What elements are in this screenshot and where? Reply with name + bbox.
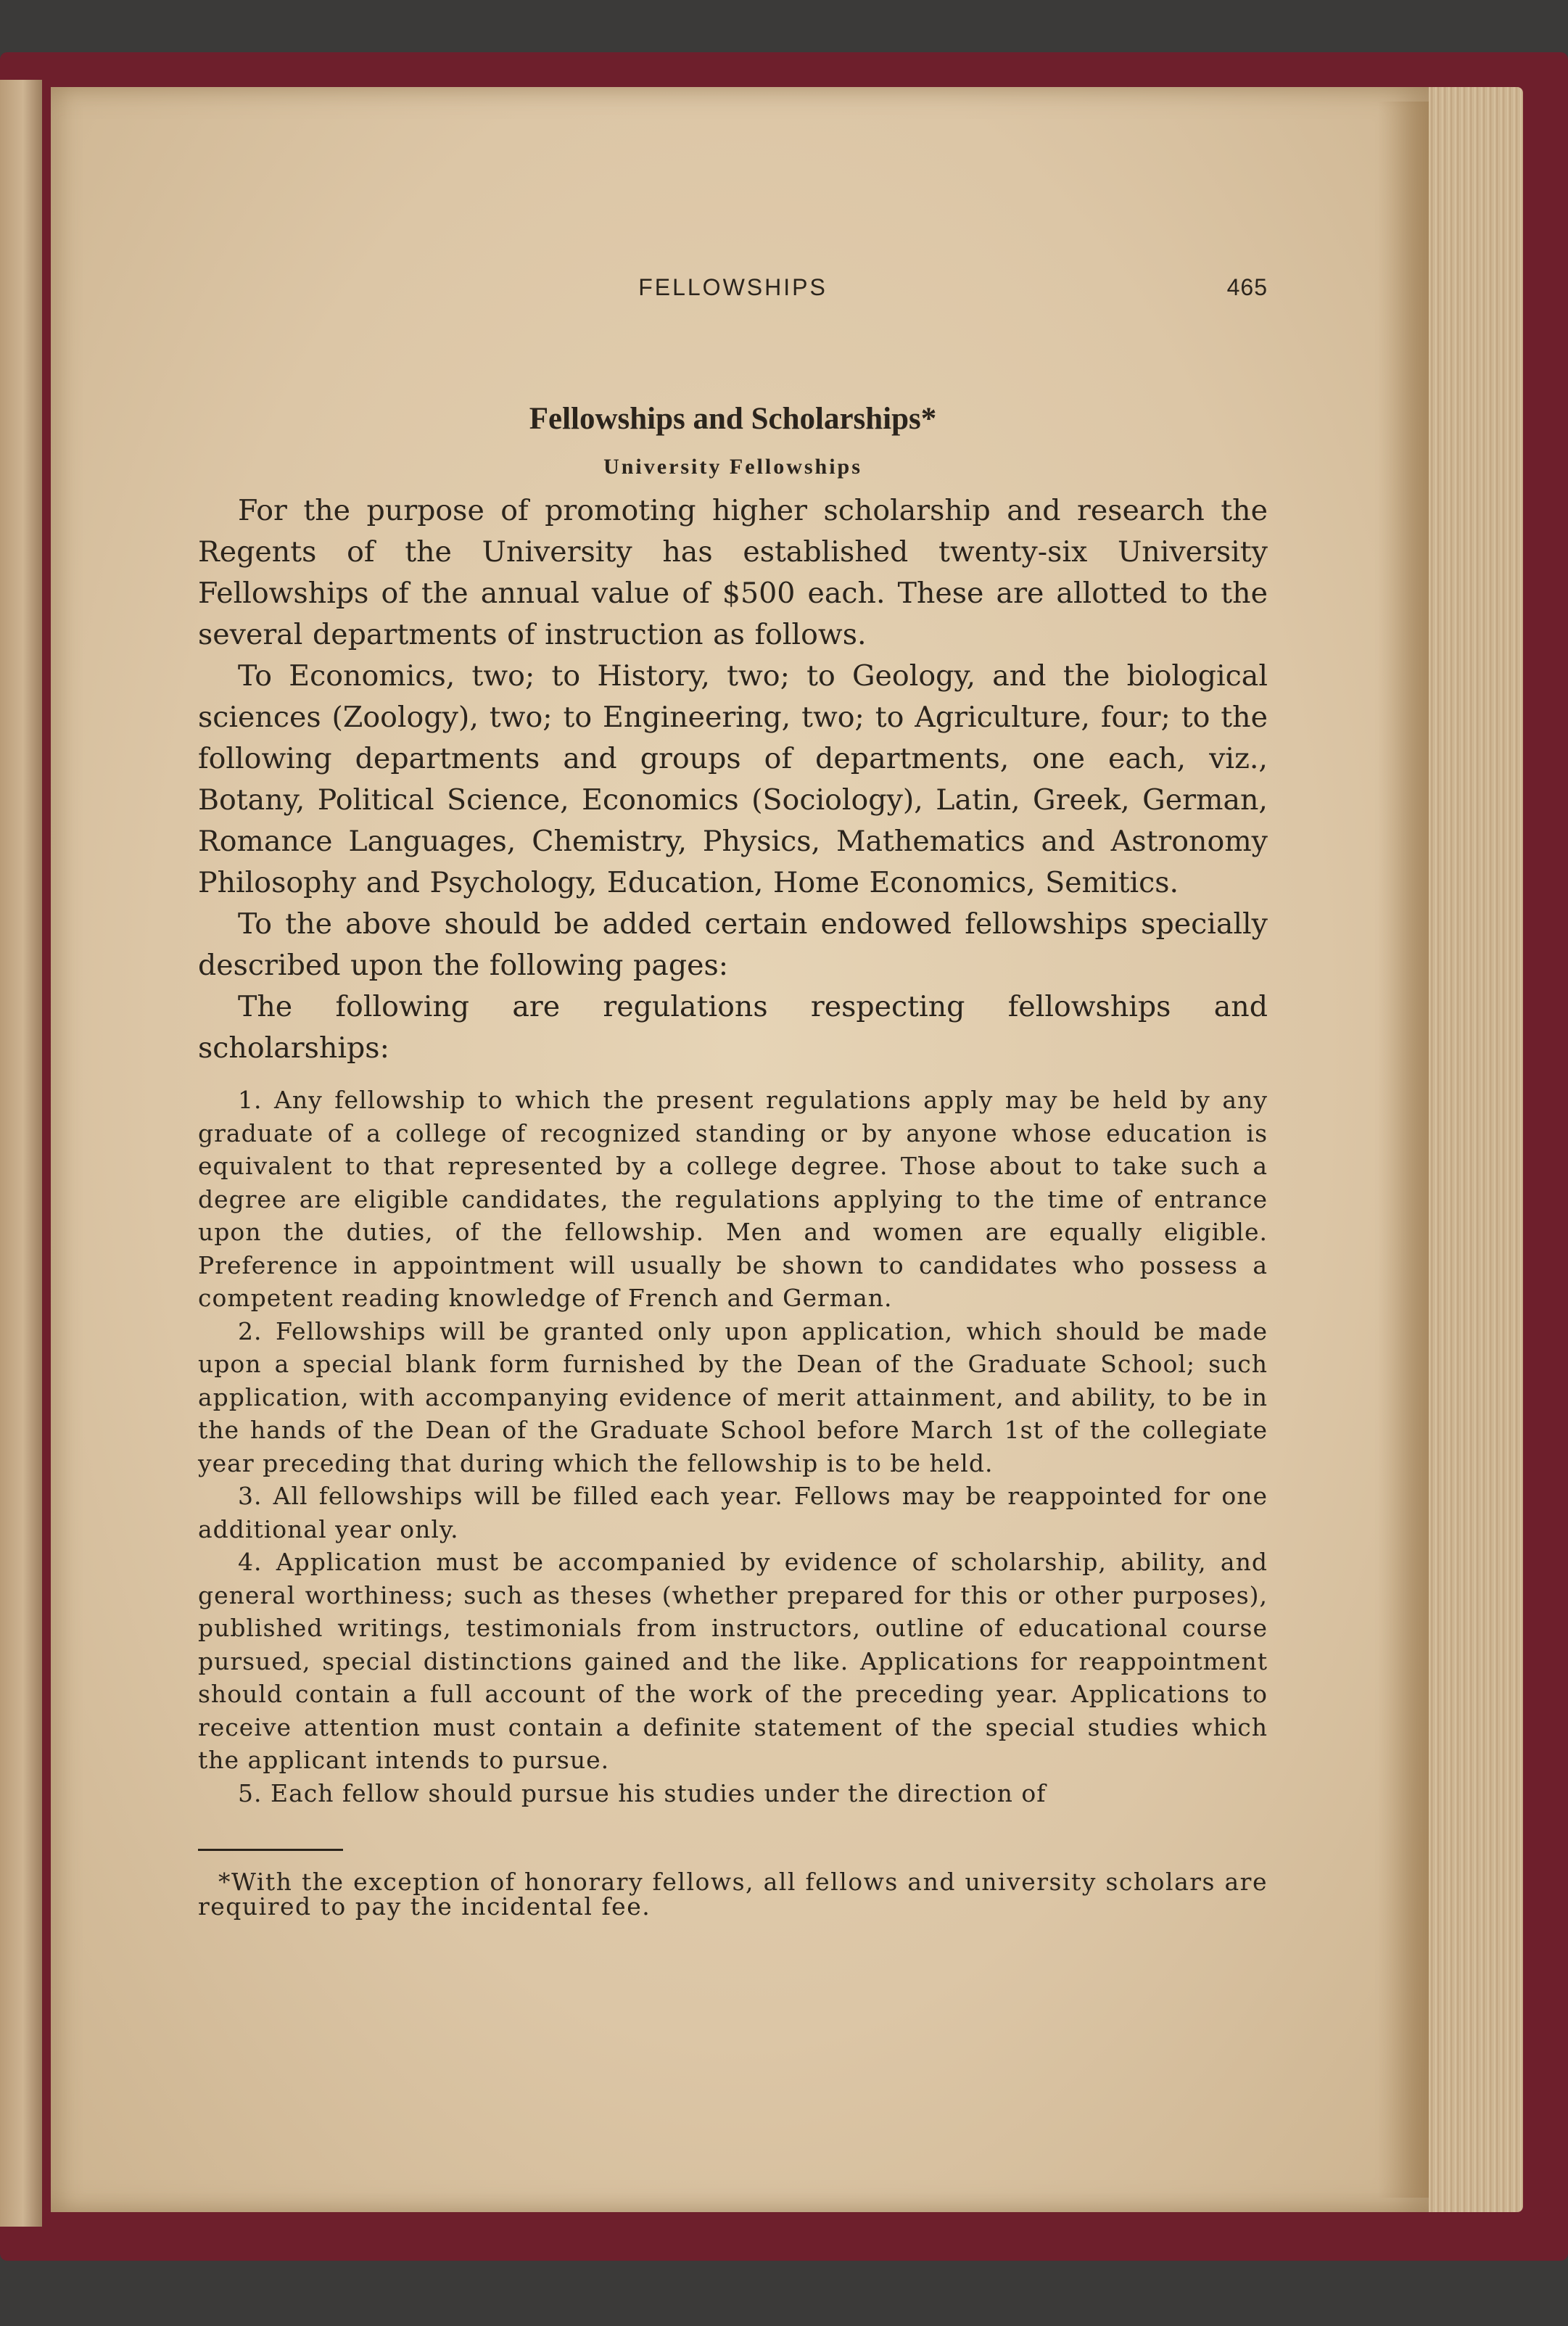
regulation-item: 5. Each fellow should pursue his studies under the direction of: [238, 1778, 1047, 1807]
section-title: Fellowships and Scholarships*: [529, 402, 937, 436]
page-text: [198, 268, 1268, 1919]
running-title: FELLOWSHIPS: [638, 274, 828, 300]
paragraph: To Economics, two; to History, two; to Geology, and the biological sciences (Zoology), two; to Engineering, two; to Agriculture, four; to the following departments and groups of departments, one each, viz., Botany, Political Science, Economics (Sociology), Latin, Greek, German, Romance Languages, Chemistry, Physics, Mathematics and Astronomy Philosophy and Psychology, Education, Home Economics, Semitics.: [198, 659, 1268, 899]
facing-page-edge: [0, 80, 42, 2227]
regulation-item: 4. Application must be accompanied by evidence of scholarship, ability, and general worthiness; such as theses (whether prepared for this or other purposes), published writings, testimonials from instructors, outline of educational course pursued, special distinctions gained and the like. Applications for reappointment should contain a full account of the work of the preceding year. Applications to receive attention must contain a definite statement of the special studies which the applicant intends to pursue.: [198, 1548, 1268, 1774]
paragraph: To the above should be added certain endowed fellowships specially described upon the following pages:: [198, 907, 1268, 982]
page-shadow: [1378, 102, 1429, 2198]
regulation-item: 3. All fellowships will be filled each year. Fellows may be reappointed for one additional year only.: [198, 1482, 1268, 1543]
page-number: 465: [1226, 274, 1268, 300]
regulation-item: 1. Any fellowship to which the present regulations apply may be held by any graduate of a college of recognized standing or by anyone whose education is equivalent to that represented by a college degree. Those about to take such a degree are eligible candidates, the regulations applying to the time of entrance upon the duties, of the fellowship. Men and women are equally eligible. Preference in appointment will usually be shown to candidates who possess a competent reading knowledge of French and German.: [198, 1086, 1268, 1312]
paragraph: For the purpose of promoting higher scholarship and research the Regents of the University has established twenty-six University Fellowships of the annual value of $500 each. These are allotted to the several departments of instruction as follows.: [198, 494, 1268, 651]
paragraph: The following are regulations respecting fellowships and scholarships:: [198, 990, 1268, 1065]
footnote-rule: [198, 1849, 343, 1851]
running-head: [198, 268, 1268, 312]
page-stack-edge: [1414, 87, 1523, 2212]
section-subheading: University Fellowships: [603, 455, 862, 479]
footnote: *With the exception of honorary fellows, all fellows and university scholars are required to pay the incidental fee.: [198, 1868, 1268, 1921]
regulation-item: 2. Fellowships will be granted only upon application, which should be made upon a special blank form furnished by the Dean of the Graduate School; such application, with accompanying evidence of merit attainment, and ability, to be in the hands of the Dean of the Graduate School before March 1st of the collegiate year preceding that during which the fellowship is to be held.: [198, 1316, 1268, 1477]
